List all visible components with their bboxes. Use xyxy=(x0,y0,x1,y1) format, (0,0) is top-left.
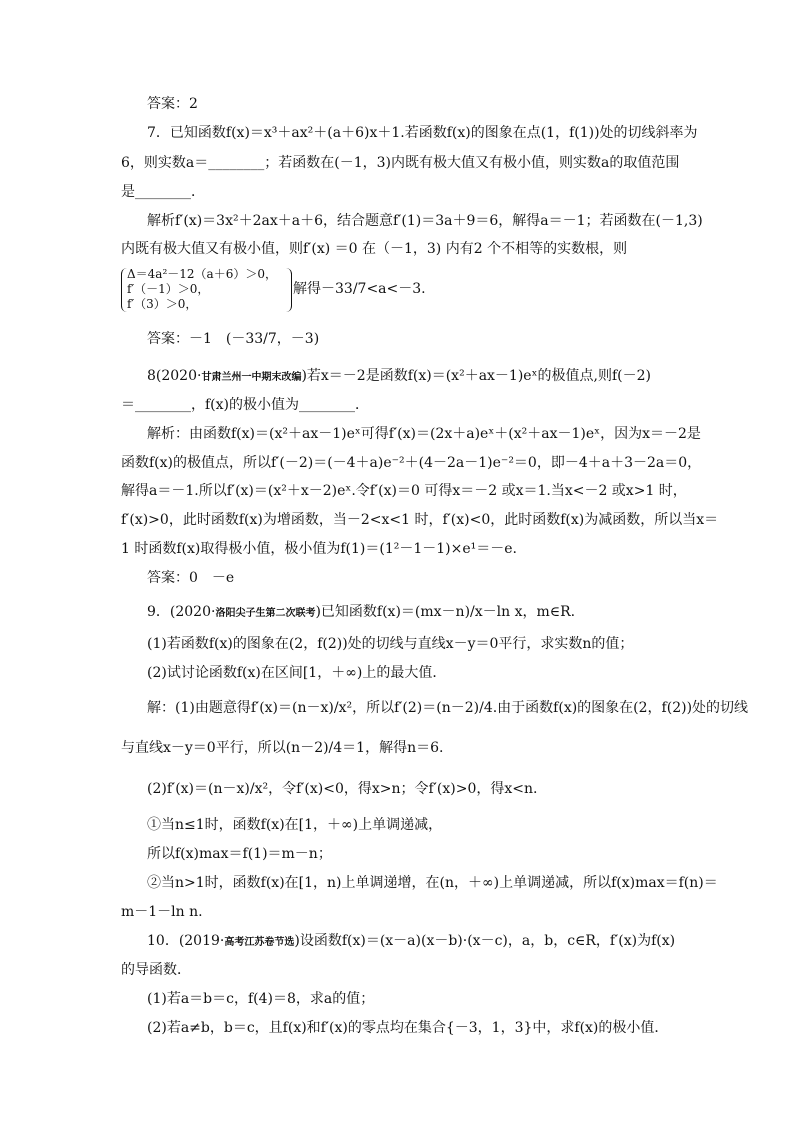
question-9-part-1: (1)若函数f(x)的图象在(2，f(2))处的切线与直线x－y＝0平行，求实数n的值； xyxy=(147,636,634,652)
solution-9-line-1: 解：(1)由题意得f′(x)＝(n－x)/x²，所以f′(2)＝(n－2)/4.由于函数f(x)的图象在(2，f(2))处的切线 xyxy=(147,700,749,716)
answer-8: 答案：0 －e xyxy=(147,570,235,586)
q9-body: )已知函数f(x)＝(mx－n)/x－ln x，m∈R. xyxy=(315,604,576,620)
solution-7-line-1: 解析f′(x)＝3x²＋2ax＋a＋6，结合题意f′(1)＝3a＋9＝6，解得a＝－1；若函数在(－1,3) xyxy=(147,213,703,229)
solution-9-line-4: ①当n≤1时，函数f(x)在[1，＋∞)上单调递减， xyxy=(147,817,443,833)
system-row-2: f′（－1）＞0， xyxy=(127,282,210,296)
question-7-line-2: 6，则实数a＝________；若函数在(－1，3)内既有极大值又有极小值，则实数a的取值范围 xyxy=(121,155,680,171)
q10-source: 高考江苏卷节选 xyxy=(224,937,295,948)
solution-9-line-5: 所以f(x)max＝f(1)＝m－n； xyxy=(147,846,332,862)
solution-9-line-7: m－1－ln n. xyxy=(121,904,203,920)
q10-prefix: 10．(2019· xyxy=(147,933,225,949)
inequality-system xyxy=(121,267,426,312)
question-10-part-1: (1)若a＝b＝c，f(4)＝8，求a的值； xyxy=(147,991,375,1007)
q9-prefix: 9．(2020· xyxy=(147,604,216,620)
solution-9-line-3: (2)f′(x)＝(n－x)/x²，令f′(x)<0，得x>n；令f′(x)>0，得x<n. xyxy=(147,781,538,797)
q10-body: )设函数f(x)＝(x－a)(x－b)·(x－c)，a，b，c∈R，f′(x)为f(x) xyxy=(294,933,676,949)
answer-6: 答案：2 xyxy=(147,96,198,112)
question-7-line-3: 是________． xyxy=(121,184,205,200)
solution-8-line-1: 解析：由函数f(x)＝(x²＋ax－1)eˣ可得f′(x)＝(2x＋a)eˣ＋(x²＋ax－1)eˣ，因为x＝－2是 xyxy=(147,426,701,442)
question-8-line-1 xyxy=(147,369,651,383)
question-7-line-1: 7．已知函数f(x)＝x³＋ax²＋(a＋6)x＋1.若函数f(x)的图象在点(1，f(1))处的切线斜率为 xyxy=(147,125,698,141)
q8-body: )若x＝－2是函数f(x)＝(x²＋ax－1)eˣ的极值点,则f(－2) xyxy=(301,368,651,384)
solution-8-line-2: 函数f(x)的极值点，所以f′(－2)＝(－4＋a)e⁻²＋(4－2a－1)e⁻²＝0，即－4＋a＋3－2a＝0， xyxy=(121,455,702,471)
q8-source: 甘肃兰州一中期末改编 xyxy=(201,372,302,383)
answer-7: 答案：－1 (－33/7，－3) xyxy=(147,331,320,347)
solution-9-line-6: ②当n>1时，函数f(x)在[1，n)上单调递增，在(n，＋∞)上单调递减，所以f(x)max＝f(n)＝ xyxy=(147,875,718,891)
solution-8-line-5: 1 时函数f(x)取得极小值，极小值为f(1)＝(1²－1－1)×e¹＝－e. xyxy=(121,541,517,557)
question-9-part-2: (2)试讨论函数f(x)在区间[1，＋∞)上的最大值． xyxy=(147,665,447,681)
solution-8-line-4: f′(x)>0，此时函数f(x)为增函数，当－2<x<1 时，f′(x)<0，此时函数f(x)为减函数，所以当x＝ xyxy=(121,512,719,528)
system-row-1: Δ＝4a²－12（a＋6）＞0， xyxy=(127,267,277,281)
system-result: 解得－33/7<a<－3. xyxy=(293,281,426,297)
solution-9-line-2: 与直线x－y＝0平行，所以(n－2)/4＝1，解得n＝6. xyxy=(121,740,444,756)
question-10-part-2: (2)若a≠b，b＝c，且f(x)和f′(x)的零点均在集合{－3，1，3}中，求f(x)的极小值． xyxy=(147,1020,669,1036)
question-9-line-1 xyxy=(147,605,575,619)
solution-8-line-3: 解得a＝－1.所以f′(x)＝(x²＋x－2)eˣ.令f′(x)＝0 可得x＝－2 或x＝1.当x<－2 或x>1 时， xyxy=(121,483,687,499)
q9-source: 洛阳尖子生第二次联考 xyxy=(215,608,316,619)
question-8-line-2: ＝________，f(x)的极小值为________． xyxy=(121,397,370,413)
q8-prefix: 8(2020· xyxy=(147,368,202,384)
question-10-line-2: 的导函数． xyxy=(121,962,191,978)
right-brace xyxy=(285,268,292,312)
system-row-3: f′（3）＞0， xyxy=(127,297,198,311)
solution-7-line-2: 内既有极大值又有极小值，则f′(x) ＝0 在（－1，3) 内有2 个不相等的实数根，则 xyxy=(121,241,628,257)
question-10-line-1 xyxy=(147,934,675,948)
